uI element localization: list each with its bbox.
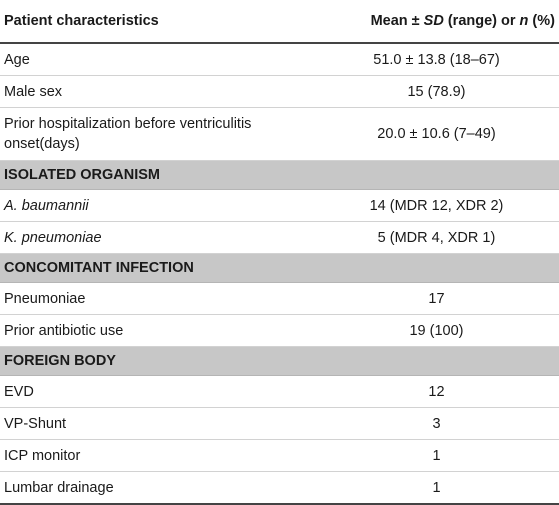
table-row (0, 76, 559, 108)
row-value: 12 (314, 376, 559, 408)
header-value-part1: Mean ± (370, 13, 424, 29)
header-row (0, 0, 559, 43)
row-label: VP-Shunt (0, 408, 314, 440)
section-label: CONCOMITANT INFECTION (0, 254, 559, 283)
section-label: FOREIGN BODY (0, 347, 559, 376)
row-label: Age (0, 43, 314, 76)
header-value-part2: (range) or (443, 13, 520, 29)
row-label: A. baumannii (4, 197, 89, 214)
header-value-sd: SD (423, 13, 444, 29)
table-row (0, 408, 559, 440)
table-row (0, 222, 559, 254)
row-label: Pneumoniae (0, 283, 314, 315)
table-row (0, 283, 559, 315)
section-row-concomitant-infection (0, 254, 559, 283)
table-row (0, 108, 559, 161)
table-row (0, 315, 559, 347)
row-label: EVD (0, 376, 314, 408)
table-body (0, 43, 559, 504)
row-label: Lumbar drainage (0, 472, 314, 505)
row-label: Prior hospitalization before ventriculitis onset(days) (0, 108, 314, 161)
header-value-n: n (519, 13, 529, 29)
table-row (0, 190, 559, 222)
row-label: Prior antibiotic use (0, 315, 314, 347)
table-row (0, 376, 559, 408)
table-header (0, 0, 559, 43)
table-row (0, 440, 559, 472)
row-value: 1 (314, 472, 559, 505)
section-row-isolated-organism (0, 161, 559, 190)
row-value: 5 (MDR 4, XDR 1) (314, 222, 559, 254)
row-label: Male sex (0, 76, 314, 108)
row-value: 15 (78.9) (314, 76, 559, 108)
row-label: K. pneumoniae (4, 229, 102, 246)
table-row (0, 472, 559, 505)
row-label-cell (0, 190, 314, 222)
row-label: ICP monitor (0, 440, 314, 472)
section-row-foreign-body (0, 347, 559, 376)
row-value: 1 (314, 440, 559, 472)
row-label-cell (0, 222, 314, 254)
row-value: 3 (314, 408, 559, 440)
header-value-part3: (%) (528, 13, 555, 29)
section-label: ISOLATED ORGANISM (0, 161, 559, 190)
row-value: 51.0 ± 13.8 (18–67) (314, 43, 559, 76)
header-label-column: Patient characteristics (0, 0, 314, 43)
row-value: 14 (MDR 12, XDR 2) (314, 190, 559, 222)
row-value: 20.0 ± 10.6 (7–49) (314, 108, 559, 161)
row-value: 19 (100) (314, 315, 559, 347)
header-value-column (314, 0, 559, 43)
table-row (0, 43, 559, 76)
row-value: 17 (314, 283, 559, 315)
